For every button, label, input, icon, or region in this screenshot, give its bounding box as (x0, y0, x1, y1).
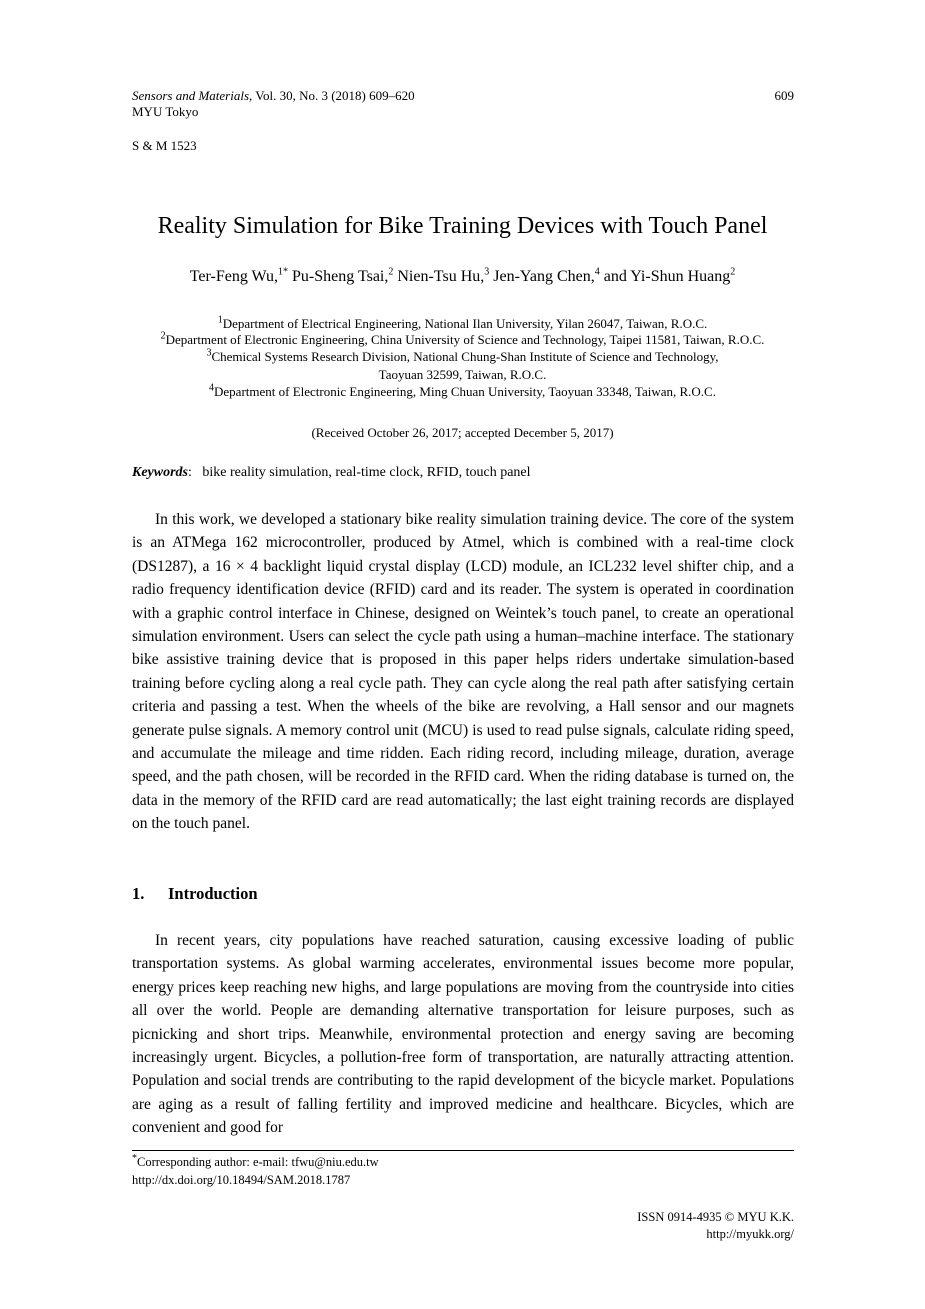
journal-details: , Vol. 30, No. 3 (2018) 609–620 (249, 88, 415, 103)
author: Ter-Feng Wu,$^{1*}$ (189, 266, 288, 285)
doi-link[interactable]: http://dx.doi.org/10.18494/SAM.2018.1787 (132, 1173, 351, 1187)
journal-name: Sensors and Materials (132, 88, 249, 103)
affiliation-continued: Taoyuan 32599, Taiwan, R.O.C. (378, 367, 547, 382)
keywords-text: bike reality simulation, real-time clock, RFID, touch panel (202, 465, 531, 480)
affiliation: $^2$Department of Electronic Engineering, China University of Science and Technology, Taipei 11581, Taiwan, R.O.C. (160, 330, 765, 347)
article-code: S & M 1523 (132, 138, 197, 153)
keywords-label: Keywords (132, 465, 188, 480)
author: Jen-Yang Chen,$^4$ (493, 266, 600, 285)
author: and Yi-Shun Huang$^2$ (603, 266, 736, 285)
issn: ISSN 0914-4935 © MYU K.K. (637, 1210, 794, 1224)
journal-citation (132, 88, 415, 104)
author: Nien-Tsu Hu,$^3$ (397, 266, 490, 285)
received-dates: (Received October 26, 2017; accepted December 5, 2017) (311, 425, 614, 440)
affiliation: $^1$Department of Electrical Engineering, National Ilan University, Yilan 26047, Taiwan, R.O.C. (217, 314, 708, 331)
introduction-paragraph: In recent years, city populations have reached saturation, causing excessive loading of public transportation systems. As global warming accelerates, environmental issues become more popular, energy prices keep reaching new highs, and large populations are moving from the countryside into cities all over the world. People are demanding alternative transportation for leisure purposes, such as picnicking and short trips. Meanwhile, environmental protection and energy saving are becoming increasingly urgent. Bicycles, a pollution-free form of transportation, are naturally attracting attention. Population and social trends are contributing to the rapid development of the bicycle market. Populations are aging as a result of falling fertility and improved medicine and healthcare. Bicycles, which are convenient and good for (132, 932, 794, 1137)
section-title: Introduction (168, 884, 258, 903)
section-number: 1. (132, 884, 145, 903)
corresponding-author: Corresponding author: e-mail: tfwu@niu.edu.tw (137, 1155, 379, 1169)
affiliation: $^3$Chemical Systems Research Division, National Chung-Shan Institute of Science and Technology, (206, 347, 719, 364)
page-number: 609 (774, 88, 794, 103)
footnote: *Corresponding author: e-mail: tfwu@niu.edu.tw (132, 1152, 379, 1169)
paper-title: Reality Simulation for Bike Training Devices with Touch Panel (157, 213, 768, 239)
publisher-url[interactable]: http://myukk.org/ (706, 1227, 794, 1241)
keywords: Keywords: bike reality simulation, real-time clock, RFID, touch panel (132, 465, 531, 480)
affiliation: $^4$Department of Electronic Engineering, Ming Chuan University, Taoyuan 33348, Taiwan, R.O.C. (209, 382, 716, 399)
publisher: MYU Tokyo (132, 104, 199, 119)
author: Pu-Sheng Tsai,$^2$ (292, 266, 394, 285)
footnote-rule (132, 1150, 794, 1151)
abstract: In this work, we developed a stationary bike reality simulation training device. The core of the system is an ATMega 162 microcontroller, produced by Atmel, which is combined with a real-time clock (DS1287), a 16 × 4 backlight liquid crystal display (LCD) module, an ICL232 level shifter chip, and a radio frequency identification device (RFID) card and its reader. The system is operated in coordination with a graphic control interface in Chinese, designed on Weintek’s touch panel, to create an operational simulation environment. Users can select the cycle path using a human–machine interface. The stationary bike assistive training device that is proposed in this paper helps riders undertake simulation-based training before cycling along a real cycle path. They can cycle along the real path after satisfying certain criteria and passing a test. When the wheels of the bike are revolving, a Hall sensor and our magnets generate pulse signals. A memory control unit (MCU) is used to read pulse signals, calculate riding speed, and accumulate the mileage and time ridden. Each riding record, including mileage, duration, average speed, and the path chosen, will be recorded in the RFID card. When the riding database is turned on, the data in the memory of the RFID card are read automatically; the last eight training records are displayed on the touch panel. (132, 511, 794, 833)
author-list (0, 266, 925, 288)
section-heading (132, 884, 258, 904)
